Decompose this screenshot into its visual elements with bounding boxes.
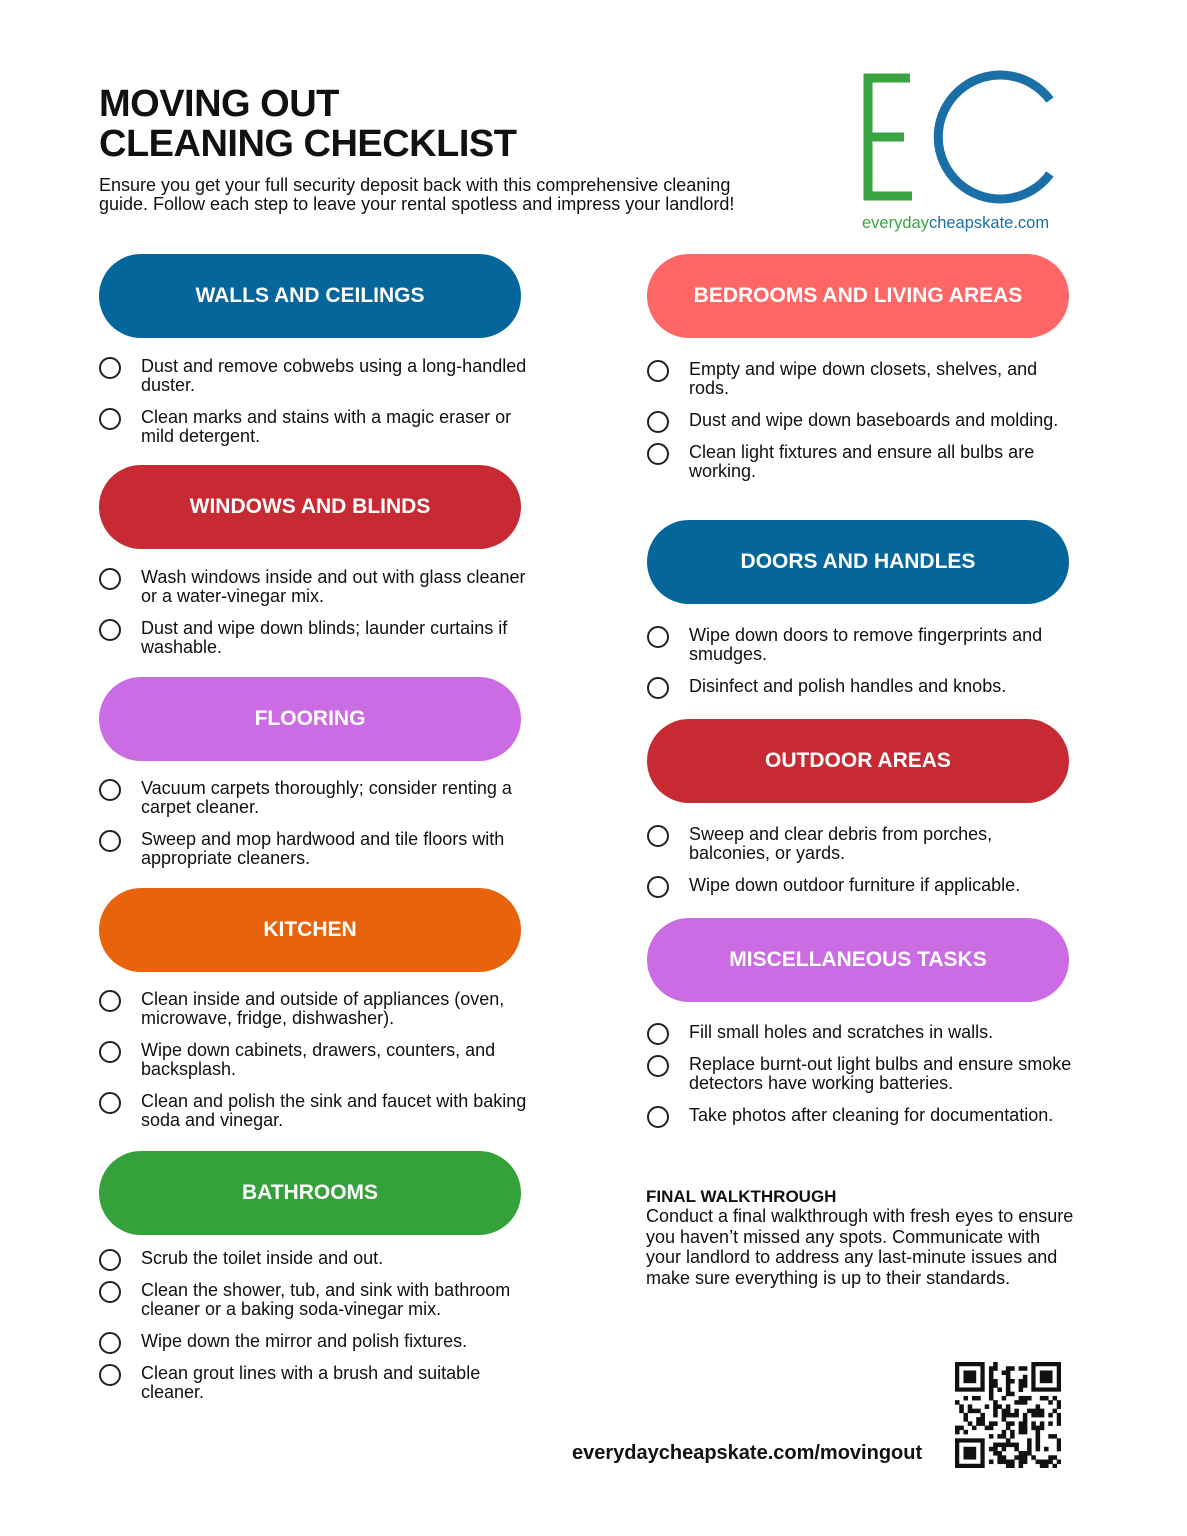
checklist-walls	[99, 357, 539, 459]
qr-module	[955, 1400, 960, 1405]
item-text: Empty and wipe down closets, shelves, and rods.	[689, 359, 1038, 398]
qr-module	[1023, 1451, 1028, 1456]
qr-module	[1023, 1455, 1028, 1460]
qr-module	[1006, 1404, 1011, 1409]
qr-module	[997, 1443, 1002, 1448]
checklist-windows	[99, 568, 539, 670]
checklist-item[interactable]	[99, 990, 539, 1028]
qr-module	[989, 1383, 994, 1388]
qr-module	[993, 1404, 998, 1409]
qr-module	[1031, 1426, 1036, 1431]
checklist-item[interactable]	[99, 1332, 539, 1351]
qr-module	[1057, 1404, 1061, 1409]
qr-module	[1036, 1409, 1041, 1414]
qr-module	[1027, 1443, 1032, 1448]
qr-module	[989, 1387, 994, 1392]
page-title	[99, 84, 516, 164]
checkbox-circle-icon[interactable]	[647, 825, 669, 847]
checkbox-circle-icon[interactable]	[647, 1106, 669, 1128]
qr-module	[972, 1396, 977, 1401]
qr-module	[1010, 1460, 1015, 1465]
qr-module	[1014, 1409, 1019, 1414]
qr-module	[1048, 1460, 1053, 1465]
logo-letter-e	[868, 78, 912, 196]
qr-module	[1006, 1464, 1011, 1468]
logo-url-cheapskate: cheapskate.com	[928, 214, 1050, 232]
checkbox-circle-icon[interactable]	[647, 1023, 669, 1045]
qr-code-graphic	[955, 1362, 1061, 1468]
qr-module	[1019, 1455, 1024, 1460]
qr-module	[993, 1379, 998, 1384]
checklist-item[interactable]	[99, 1092, 539, 1130]
qr-module	[1057, 1400, 1061, 1405]
qr-module	[997, 1455, 1002, 1460]
qr-finder-inner	[1040, 1370, 1053, 1383]
logo-letter-c	[938, 75, 1050, 199]
qr-module	[993, 1413, 998, 1418]
qr-module	[993, 1362, 998, 1367]
checkbox-circle-icon[interactable]	[99, 408, 121, 430]
checklist-item[interactable]	[647, 360, 1077, 398]
qr-module	[989, 1447, 994, 1452]
qr-module	[1023, 1375, 1028, 1380]
qr-module	[1027, 1447, 1032, 1452]
qr-module	[1053, 1396, 1058, 1401]
qr-module	[1036, 1430, 1041, 1435]
checkbox-circle-icon[interactable]	[647, 1055, 669, 1077]
qr-module	[1023, 1366, 1028, 1371]
qr-module	[1036, 1404, 1041, 1409]
qr-module	[1040, 1460, 1045, 1465]
logo-url-everyday: everyday	[862, 214, 929, 232]
qr-module	[989, 1370, 994, 1375]
qr-module	[1040, 1464, 1045, 1468]
qr-module	[989, 1375, 994, 1380]
qr-module	[1010, 1366, 1015, 1371]
qr-module	[1010, 1434, 1015, 1439]
item-text: Clean marks and stains with a magic eraser or mild detergent.	[141, 407, 512, 446]
qr-module	[1036, 1426, 1041, 1431]
item-text: Fill small holes and scratches in walls.	[689, 1022, 994, 1042]
qr-module	[1023, 1421, 1028, 1426]
qr-module	[976, 1409, 981, 1414]
qr-module	[997, 1387, 1002, 1392]
qr-module	[980, 1413, 985, 1418]
item-text: Dust and remove cobwebs using a long-handled duster.	[141, 356, 527, 395]
final-walkthrough-text: Conduct a final walkthrough with fresh eyes to ensure you haven’t missed any spots. Communicate with your landlord to address any last-minute issues and make sure everything is up to their standards.	[646, 1206, 1074, 1288]
qr-module	[1057, 1417, 1061, 1422]
qr-module	[1053, 1455, 1058, 1460]
qr-module	[997, 1404, 1002, 1409]
qr-module	[985, 1426, 990, 1431]
qr-module	[1002, 1455, 1007, 1460]
qr-module	[1053, 1409, 1058, 1414]
qr-module	[1036, 1413, 1041, 1418]
qr-module	[1057, 1413, 1061, 1418]
qr-module	[1006, 1421, 1011, 1426]
qr-module	[993, 1421, 998, 1426]
checklist-item[interactable]	[99, 568, 539, 606]
qr-module	[1057, 1421, 1061, 1426]
qr-module	[1002, 1430, 1007, 1435]
qr-module	[989, 1460, 994, 1465]
qr-module	[1002, 1396, 1007, 1401]
qr-module	[1023, 1396, 1028, 1401]
checklist-item[interactable]	[647, 677, 1077, 696]
qr-module	[968, 1421, 973, 1426]
qr-module	[980, 1417, 985, 1422]
qr-module	[1019, 1421, 1024, 1426]
qr-module	[1006, 1366, 1011, 1371]
brand-logo	[858, 70, 1070, 240]
qr-module	[1010, 1430, 1015, 1435]
qr-module	[993, 1443, 998, 1448]
qr-module	[963, 1417, 968, 1422]
qr-module	[1023, 1417, 1028, 1422]
intro-text: Ensure you get your full security deposit back with this comprehensive cleaning guide. Follow each step to leave your rental spotless and impress your landlord!	[99, 175, 735, 214]
qr-module	[993, 1451, 998, 1456]
qr-module	[1006, 1460, 1011, 1465]
item-text: Wipe down outdoor furniture if applicable.	[689, 875, 1021, 895]
qr-module	[1023, 1460, 1028, 1465]
qr-module	[1002, 1460, 1007, 1465]
checklist-misc	[647, 1023, 1077, 1138]
qr-module	[1002, 1443, 1007, 1448]
checklist-item[interactable]	[647, 1023, 1077, 1042]
qr-module	[989, 1434, 994, 1439]
checkbox-circle-icon[interactable]	[99, 1092, 121, 1114]
qr-module	[1002, 1409, 1007, 1414]
item-text: Sweep and clear debris from porches, balconies, or yards.	[689, 824, 993, 863]
checklist-item[interactable]	[647, 411, 1077, 430]
qr-code-icon[interactable]	[955, 1362, 1061, 1468]
qr-module	[1023, 1413, 1028, 1418]
checkbox-circle-icon[interactable]	[647, 360, 669, 382]
qr-module	[1036, 1434, 1041, 1439]
qr-module	[1036, 1460, 1041, 1465]
checkbox-circle-icon[interactable]	[99, 357, 121, 379]
checklist-item[interactable]	[99, 357, 539, 395]
qr-module	[959, 1426, 964, 1431]
checklist-item[interactable]	[647, 876, 1077, 895]
qr-module	[963, 1430, 968, 1435]
qr-module	[993, 1366, 998, 1371]
qr-module	[1019, 1379, 1024, 1384]
qr-module	[1019, 1426, 1024, 1431]
checklist-kitchen	[99, 990, 539, 1143]
qr-module	[976, 1421, 981, 1426]
qr-module	[1057, 1443, 1061, 1448]
checklist-item[interactable]	[647, 1106, 1077, 1125]
qr-module	[1006, 1370, 1011, 1375]
qr-module	[963, 1396, 968, 1401]
item-text: Wipe down the mirror and polish fixtures.	[141, 1331, 468, 1351]
qr-module	[1048, 1434, 1053, 1439]
checkbox-circle-icon[interactable]	[99, 619, 121, 641]
checkbox-circle-icon[interactable]	[99, 1041, 121, 1063]
qr-finder-inner	[963, 1370, 976, 1383]
qr-module	[1023, 1430, 1028, 1435]
qr-module	[1023, 1400, 1028, 1405]
qr-module	[968, 1404, 973, 1409]
qr-module	[1023, 1426, 1028, 1431]
checkbox-circle-icon[interactable]	[647, 876, 669, 898]
qr-module	[1019, 1451, 1024, 1456]
checkbox-circle-icon[interactable]	[99, 568, 121, 590]
qr-module	[993, 1383, 998, 1388]
title-line-2: CLEANING CHECKLIST	[99, 123, 517, 165]
qr-module	[1040, 1421, 1045, 1426]
item-text: Wipe down doors to remove fingerprints and smudges.	[689, 625, 1043, 664]
checklist-outdoor	[647, 825, 1077, 908]
qr-module	[989, 1396, 994, 1401]
qr-module	[1019, 1430, 1024, 1435]
qr-module	[997, 1451, 1002, 1456]
qr-module	[968, 1409, 973, 1414]
checklist-item[interactable]	[647, 626, 1077, 664]
qr-module	[1014, 1455, 1019, 1460]
qr-module	[1019, 1464, 1024, 1468]
qr-module	[959, 1404, 964, 1409]
qr-module	[1006, 1387, 1011, 1392]
item-text: Scrub the toilet inside and out.	[141, 1248, 384, 1268]
checkbox-circle-icon[interactable]	[99, 830, 121, 852]
section-header-kitchen: KITCHEN	[99, 888, 521, 972]
qr-module	[1048, 1413, 1053, 1418]
checklist-item[interactable]	[99, 1249, 539, 1268]
qr-module	[993, 1447, 998, 1452]
qr-module	[993, 1409, 998, 1414]
qr-module	[1019, 1460, 1024, 1465]
section-header-walls: WALLS AND CEILINGS	[99, 254, 521, 338]
qr-module	[1002, 1413, 1007, 1418]
checkbox-circle-icon[interactable]	[99, 990, 121, 1012]
checklist-item[interactable]	[99, 830, 539, 868]
qr-module	[1036, 1443, 1041, 1448]
checklist-item[interactable]	[647, 825, 1077, 863]
qr-module	[1002, 1434, 1007, 1439]
qr-module	[1006, 1438, 1011, 1443]
qr-module	[1027, 1409, 1032, 1414]
item-text: Disinfect and polish handles and knobs.	[689, 676, 1007, 696]
qr-module	[993, 1400, 998, 1405]
qr-module	[989, 1421, 994, 1426]
qr-module	[955, 1430, 960, 1435]
checkbox-circle-icon[interactable]	[99, 1364, 121, 1386]
qr-module	[1048, 1421, 1053, 1426]
qr-module	[1002, 1417, 1007, 1422]
qr-module	[1010, 1443, 1015, 1448]
qr-module	[976, 1417, 981, 1422]
qr-module	[1019, 1396, 1024, 1401]
qr-module	[997, 1434, 1002, 1439]
section-header-misc: MISCELLANEOUS TASKS	[647, 918, 1069, 1002]
qr-module	[1053, 1434, 1058, 1439]
checklist-item[interactable]	[99, 1041, 539, 1079]
qr-module	[972, 1409, 977, 1414]
qr-module	[1036, 1438, 1041, 1443]
item-text: Dust and wipe down blinds; launder curtains if washable.	[141, 618, 508, 657]
section-header-bedrooms: BEDROOMS AND LIVING AREAS	[647, 254, 1069, 338]
logo-url	[862, 214, 1049, 233]
qr-module	[1006, 1413, 1011, 1418]
qr-module	[1010, 1413, 1015, 1418]
qr-module	[1036, 1447, 1041, 1452]
item-text: Clean inside and outside of appliances (oven, microwave, fridge, dishwasher).	[141, 989, 505, 1028]
section-header-outdoor: OUTDOOR AREAS	[647, 719, 1069, 803]
qr-module	[1040, 1396, 1045, 1401]
item-text: Wash windows inside and out with glass cleaner or a water-vinegar mix.	[141, 567, 526, 606]
qr-module	[989, 1426, 994, 1431]
checkbox-circle-icon[interactable]	[99, 779, 121, 801]
qr-module	[1019, 1383, 1024, 1388]
checklist-item[interactable]	[99, 779, 539, 817]
checkbox-circle-icon[interactable]	[99, 1249, 121, 1271]
qr-module	[1014, 1443, 1019, 1448]
qr-module	[985, 1404, 990, 1409]
qr-module	[1010, 1392, 1015, 1397]
qr-module	[959, 1409, 964, 1414]
checklist-item[interactable]	[647, 1055, 1077, 1093]
checklist-item[interactable]	[99, 619, 539, 657]
qr-finder-inner	[963, 1447, 976, 1460]
qr-module	[1027, 1451, 1032, 1456]
item-text: Wipe down cabinets, drawers, counters, and backsplash.	[141, 1040, 496, 1079]
checklist-bedrooms	[647, 360, 1077, 494]
item-text: Clean and polish the sink and faucet with baking soda and vinegar.	[141, 1091, 527, 1130]
qr-module	[980, 1421, 985, 1426]
ec-logo-icon	[858, 70, 1070, 210]
qr-module	[1057, 1438, 1061, 1443]
checkbox-circle-icon[interactable]	[647, 443, 669, 465]
qr-module	[1014, 1400, 1019, 1405]
qr-module	[976, 1396, 981, 1401]
qr-module	[972, 1426, 977, 1431]
qr-module	[1010, 1421, 1015, 1426]
item-text: Replace burnt-out light bulbs and ensure smoke detectors have working batteries.	[689, 1054, 1072, 1093]
qr-module	[1040, 1426, 1045, 1431]
qr-module	[989, 1392, 994, 1397]
qr-module	[997, 1460, 1002, 1465]
qr-module	[1031, 1455, 1036, 1460]
qr-module	[1019, 1387, 1024, 1392]
checklist-flooring	[99, 779, 539, 881]
qr-module	[1006, 1409, 1011, 1414]
section-header-bathrooms: BATHROOMS	[99, 1151, 521, 1235]
qr-module	[1031, 1413, 1036, 1418]
qr-module	[1057, 1447, 1061, 1452]
qr-module	[1031, 1421, 1036, 1426]
qr-module	[1044, 1447, 1049, 1452]
checkbox-circle-icon[interactable]	[647, 677, 669, 699]
item-text: Take photos after cleaning for documentation.	[689, 1105, 1054, 1125]
qr-module	[1019, 1366, 1024, 1371]
checklist-item[interactable]	[99, 408, 539, 446]
final-walkthrough-title: FINAL WALKTHROUGH	[646, 1187, 837, 1206]
item-text: Vacuum carpets thoroughly; consider renting a carpet cleaner.	[141, 778, 512, 817]
qr-module	[1040, 1409, 1045, 1414]
qr-module	[955, 1426, 960, 1431]
qr-module	[1006, 1443, 1011, 1448]
section-header-flooring: FLOORING	[99, 677, 521, 761]
checkbox-circle-icon[interactable]	[99, 1281, 121, 1303]
checklist-item[interactable]	[647, 443, 1077, 481]
qr-module	[1027, 1438, 1032, 1443]
qr-module	[1002, 1447, 1007, 1452]
qr-module	[1057, 1460, 1061, 1465]
qr-module	[1002, 1370, 1007, 1375]
checklist-item[interactable]	[99, 1364, 539, 1402]
qr-module	[1044, 1464, 1049, 1468]
item-text: Clean the shower, tub, and sink with bathroom cleaner or a baking soda-vinegar mix.	[141, 1280, 511, 1319]
qr-module	[1010, 1464, 1015, 1468]
footer-url[interactable]: everydaycheapskate.com/movingout	[572, 1442, 923, 1464]
checklist-doors	[647, 626, 1077, 709]
title-line-1: MOVING OUT	[99, 83, 339, 125]
qr-module	[1006, 1426, 1011, 1431]
section-header-doors: DOORS AND HANDLES	[647, 520, 1069, 604]
checklist-bathrooms	[99, 1249, 539, 1415]
qr-module	[1014, 1447, 1019, 1452]
item-text: Clean light fixtures and ensure all bulbs are working.	[689, 442, 1035, 481]
qr-module	[1006, 1392, 1011, 1397]
checklist-item[interactable]	[99, 1281, 539, 1319]
qr-module	[1006, 1375, 1011, 1380]
qr-module	[1014, 1413, 1019, 1418]
section-header-windows: WINDOWS AND BLINDS	[99, 465, 521, 549]
qr-module	[963, 1413, 968, 1418]
qr-module	[1044, 1460, 1049, 1465]
qr-module	[1023, 1379, 1028, 1384]
item-text: Dust and wipe down baseboards and molding.	[689, 410, 1059, 430]
qr-module	[1006, 1383, 1011, 1388]
qr-module	[1040, 1413, 1045, 1418]
qr-module	[1010, 1379, 1015, 1384]
qr-module	[1053, 1464, 1058, 1468]
item-text: Sweep and mop hardwood and tile floors with appropriate cleaners.	[141, 829, 505, 868]
qr-module	[1048, 1455, 1053, 1460]
qr-module	[1048, 1400, 1053, 1405]
qr-module	[1031, 1409, 1036, 1414]
checkbox-circle-icon[interactable]	[647, 411, 669, 433]
checkbox-circle-icon[interactable]	[647, 626, 669, 648]
qr-module	[1027, 1396, 1032, 1401]
item-text: Clean grout lines with a brush and suitable cleaner.	[141, 1363, 481, 1402]
qr-module	[1023, 1383, 1028, 1388]
qr-module	[989, 1379, 994, 1384]
qr-module	[1044, 1396, 1049, 1401]
qr-module	[1019, 1400, 1024, 1405]
checkbox-circle-icon[interactable]	[99, 1332, 121, 1354]
qr-module	[989, 1366, 994, 1371]
qr-module	[1006, 1379, 1011, 1384]
